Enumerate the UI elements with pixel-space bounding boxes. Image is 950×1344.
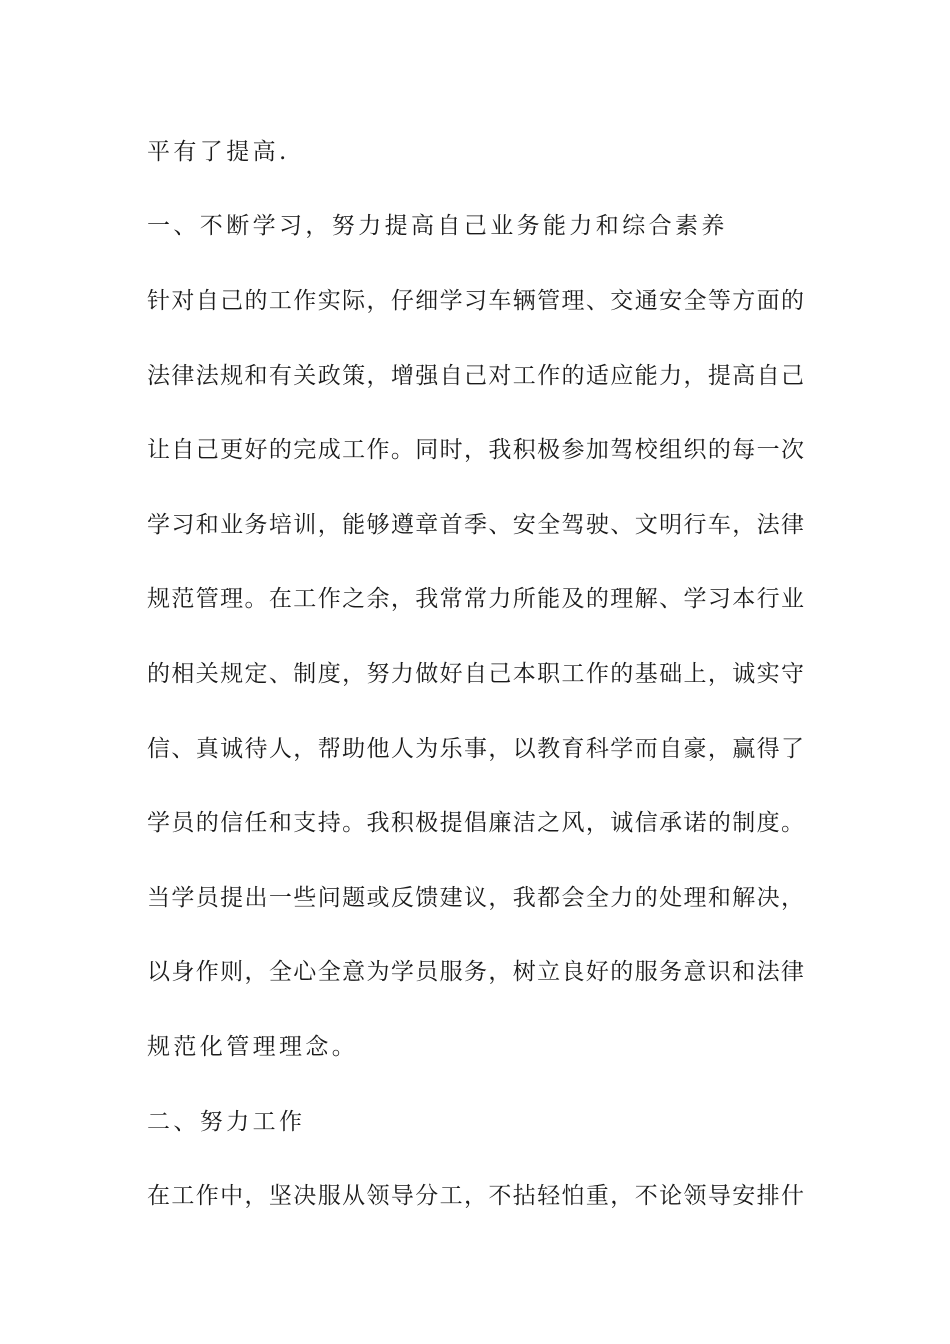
paragraph-line: 学习和业务培训，能够遵章首季、安全驾驶、文明行车，法律 xyxy=(147,512,804,538)
paragraph-line: 规范管理。在工作之余，我常常力所能及的理解、学习本行业 xyxy=(147,586,804,612)
paragraph-line: 让自己更好的完成工作。同时，我积极参加驾校组织的每一次 xyxy=(147,437,804,463)
paragraph-line: 规范化管理理念。 xyxy=(147,1034,359,1060)
paragraph-line: 的相关规定、制度，努力做好自己本职工作的基础上，诚实守 xyxy=(147,661,804,687)
paragraph-line: 以身作则，全心全意为学员服务，树立良好的服务意识和法律 xyxy=(147,959,804,985)
section-heading: 一、不断学习，努力提高自己业务能力和综合素养 xyxy=(147,213,728,239)
paragraph-line: 当学员提出一些问题或反馈建议，我都会全力的处理和解决， xyxy=(147,885,804,911)
paragraph-line: 法律法规和有关政策，增强自己对工作的适应能力，提高自己 xyxy=(147,363,804,389)
paragraph-line: 在工作中，坚决服从领导分工，不拈轻怕重，不论领导安排什 xyxy=(147,1183,804,1209)
paragraph-line: 针对自己的工作实际，仔细学习车辆管理、交通安全等方面的 xyxy=(147,288,804,314)
section-heading: 二、努力工作 xyxy=(147,1109,306,1135)
paragraph-line: 信、真诚待人，帮助他人为乐事，以教育科学而自豪，赢得了 xyxy=(147,736,804,762)
paragraph-line: 平有了提高. xyxy=(147,139,290,165)
paragraph-line: 学员的信任和支持。我积极提倡廉洁之风，诚信承诺的制度。 xyxy=(147,810,804,836)
